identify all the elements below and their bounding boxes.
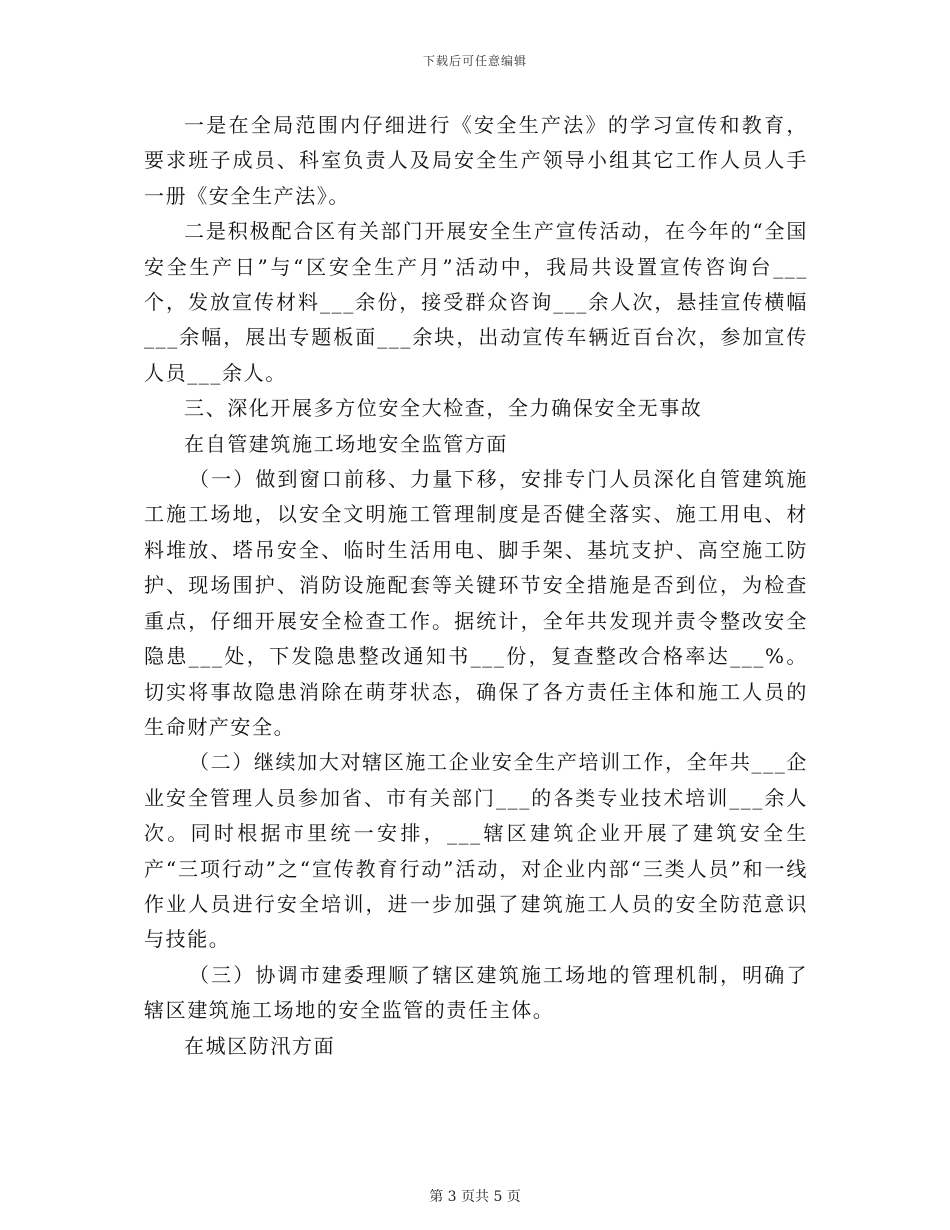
document-body	[144, 108, 808, 1064]
paragraph-item-2: （二）继续加大对辖区施工企业安全生产培训工作，全年共___企业安全管理人员参加省、市有关部门___的各类专业技术培训___余人次。同时根据市里统一安排，___辖区建筑企业开展了建筑安全生产“三项行动”之“宣传教育行动”活动，对企业内部“三类人员”和一线作业人员进行安全培训，进一步加强了建筑施工人员的安全防范意识与技能。	[144, 750, 808, 952]
subheading-construction-supervision: 在自管建筑施工场地安全监管方面	[184, 431, 508, 456]
paragraph-item-1: （一）做到窗口前移、力量下移，安排专门人员深化自管建筑施工施工场地，以安全文明施工管理制度是否健全落实、施工用电、材料堆放、塔吊安全、临时生活用电、脚手架、基坑支护、高空施工防护、现场围护、消防设施配套等关键环节安全措施是否到位，为检查重点，仔细开展安全检查工作。据统计，全年共发现并责令整改安全隐患___处，下发隐患整改通知书___份，复查整改合格率达___%。切实将事故隐患消除在萌芽状态，确保了各方责任主体和施工人员的生命财产安全。	[144, 467, 808, 739]
page-number: 第 3 页共 5 页	[429, 1189, 521, 1205]
paragraph-item-3: （三）协调市建委理顺了辖区建筑施工场地的管理机制，明确了辖区建筑施工场地的安全监管的责任主体。	[144, 962, 808, 1023]
paragraph-publicity: 二是积极配合区有关部门开展安全生产宣传活动，在今年的“全国安全生产日”与“区安全生产月”活动中，我局共设置宣传咨询台___个，发放宣传材料___余份，接受群众咨询___余人次，悬挂宣传横幅___余幅，展出专题板面___余块，出动宣传车辆近百台次，参加宣传人员___余人。	[144, 219, 808, 385]
section-heading-inspection: 三、深化开展多方位安全大检查，全力确保安全无事故	[184, 396, 703, 421]
paragraph-study-law: 一是在全局范围内仔细进行《安全生产法》的学习宣传和教育，要求班子成员、科室负责人及局安全生产领导小组其它工作人员人手一册《安全生产法》。	[144, 113, 808, 208]
header-note: 下载后可任意编辑	[422, 54, 527, 68]
subheading-flood-control: 在城区防汛方面	[184, 1033, 336, 1058]
